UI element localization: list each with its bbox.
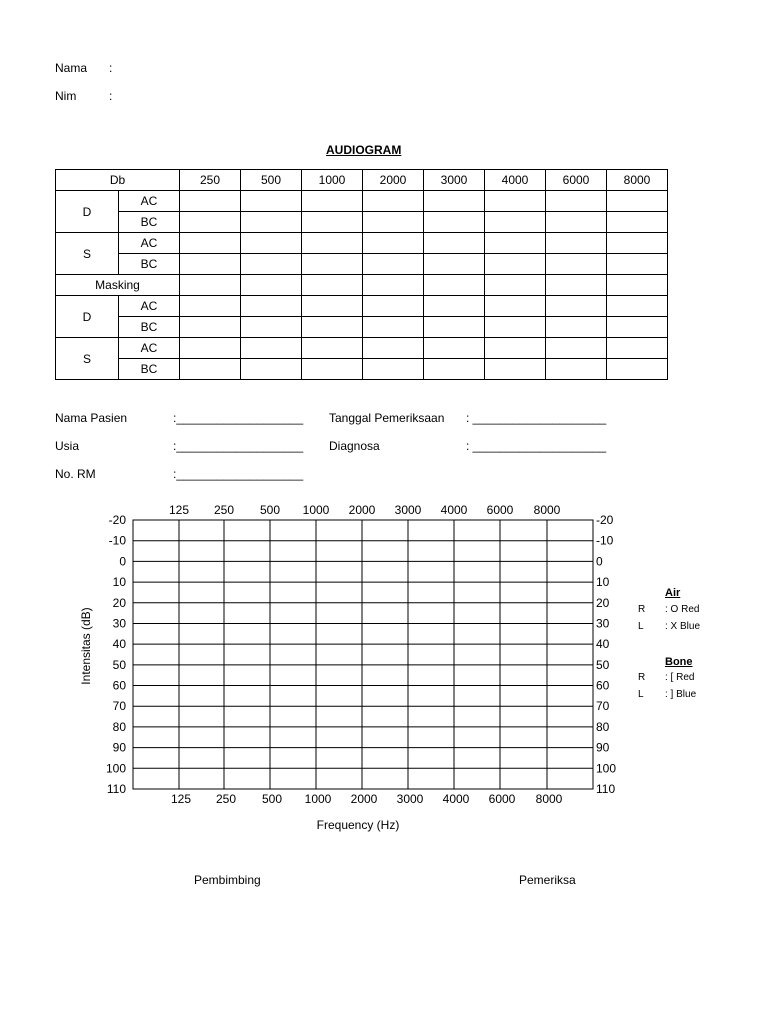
y-tick-label-left: 0 — [119, 554, 126, 569]
y-tick-label-right: 40 — [596, 637, 610, 652]
ac-label: AC — [119, 233, 180, 254]
y-tick-label-left: -10 — [108, 533, 126, 548]
freq-header: 6000 — [546, 170, 607, 191]
legend-air-title: Air — [665, 587, 681, 599]
audiogram-title: AUDIOGRAM — [326, 143, 402, 157]
nim-label: Nim — [55, 89, 77, 103]
legend-air-l-text: : X Blue — [665, 621, 701, 632]
x-tick-label-bottom: 125 — [170, 792, 192, 806]
y-tick-label-left: 10 — [112, 575, 126, 590]
freq-header: 8000 — [607, 170, 668, 191]
nama-label: Nama — [55, 61, 88, 75]
legend-air-r-side: R — [638, 604, 646, 615]
nama-pasien-field[interactable]: :___________________ — [173, 411, 304, 425]
db-header: Db — [56, 170, 180, 191]
x-tick-label-bottom: 8000 — [535, 792, 563, 806]
nama-colon: : — [109, 61, 113, 75]
bc-label: BC — [119, 212, 180, 233]
y-tick-label-right: 20 — [596, 595, 610, 610]
x-tick-label-top: 4000 — [440, 503, 468, 517]
freq-header: 3000 — [424, 170, 485, 191]
ac-label: AC — [119, 191, 180, 212]
y-tick-label-right: 60 — [596, 678, 610, 693]
x-tick-label-bottom: 6000 — [488, 792, 516, 806]
legend-bone-l-text: : ] Blue — [665, 689, 697, 700]
ac-label: AC — [119, 338, 180, 359]
y-tick-label-right: 0 — [596, 554, 603, 569]
y-tick-label-right: 50 — [596, 657, 610, 672]
x-tick-label-bottom: 2000 — [350, 792, 378, 806]
x-tick-label-top: 125 — [168, 503, 190, 517]
nama-pasien-label: Nama Pasien — [55, 411, 128, 425]
tanggal-field[interactable]: : ____________________ — [466, 411, 607, 425]
x-tick-label-bottom: 500 — [261, 792, 283, 806]
pembimbing-label: Pembimbing — [194, 873, 261, 887]
y-axis-label: Intensitas (dB) — [79, 607, 93, 685]
y-tick-label-right: 10 — [596, 575, 610, 590]
bc-label: BC — [119, 254, 180, 275]
x-tick-label-top: 2000 — [348, 503, 376, 517]
ac-label: AC — [119, 296, 180, 317]
y-tick-label-right: -10 — [596, 533, 614, 548]
y-tick-label-right: 30 — [596, 616, 610, 631]
x-tick-label-top: 6000 — [486, 503, 514, 517]
legend-bone-l-side: L — [638, 689, 644, 700]
ear-label-s: S — [56, 338, 119, 380]
x-tick-label-top: 8000 — [533, 503, 561, 517]
y-tick-label-left: 90 — [112, 740, 126, 755]
masking-label: Masking — [56, 275, 180, 296]
y-tick-label-left: 80 — [112, 719, 126, 734]
bc-label: BC — [119, 317, 180, 338]
y-tick-label-left: 100 — [105, 761, 126, 776]
y-tick-label-right: 100 — [596, 761, 617, 776]
y-tick-label-left: -20 — [108, 513, 126, 527]
y-tick-label-left: 20 — [112, 595, 126, 610]
x-tick-label-top: 250 — [213, 503, 235, 517]
diagnosa-label: Diagnosa — [329, 439, 380, 453]
no-rm-label: No. RM — [55, 467, 96, 481]
legend-air-r-text: : O Red — [665, 604, 700, 615]
x-tick-label-top: 1000 — [302, 503, 330, 517]
freq-header: 250 — [180, 170, 241, 191]
y-tick-label-right: 110 — [596, 782, 616, 796]
y-tick-label-left: 70 — [112, 699, 126, 714]
y-tick-label-left: 30 — [112, 616, 126, 631]
ear-label-d: D — [56, 296, 119, 338]
y-tick-label-left: 110 — [106, 782, 126, 796]
legend-air-l-side: L — [638, 621, 644, 632]
ear-label-d: D — [56, 191, 119, 233]
x-axis-label: Frequency (Hz) — [316, 818, 400, 832]
freq-header: 1000 — [302, 170, 363, 191]
ear-label-s: S — [56, 233, 119, 275]
usia-field[interactable]: :___________________ — [173, 439, 304, 453]
y-tick-label-right: 70 — [596, 699, 610, 714]
freq-header: 2000 — [363, 170, 424, 191]
chart-frame — [133, 520, 593, 789]
x-tick-label-bottom: 1000 — [304, 792, 332, 806]
legend-bone-title: Bone — [665, 656, 693, 668]
usia-label: Usia — [55, 439, 80, 453]
y-tick-label-right: -20 — [596, 513, 614, 527]
no-rm-field[interactable]: :___________________ — [173, 467, 304, 481]
x-tick-label-bottom: 250 — [215, 792, 237, 806]
y-tick-label-left: 40 — [112, 637, 126, 652]
x-tick-label-top: 3000 — [394, 503, 422, 517]
tanggal-label: Tanggal Pemeriksaan — [329, 411, 445, 425]
y-tick-label-left: 60 — [112, 678, 126, 693]
diagnosa-field[interactable]: : ____________________ — [466, 439, 607, 453]
y-tick-label-right: 90 — [596, 740, 610, 755]
y-tick-label-right: 80 — [596, 719, 610, 734]
legend-bone-r-side: R — [638, 672, 646, 683]
nim-colon: : — [109, 89, 113, 103]
y-tick-label-left: 50 — [112, 657, 126, 672]
pemeriksa-label: Pemeriksa — [519, 873, 576, 887]
x-tick-label-bottom: 4000 — [442, 792, 470, 806]
legend-bone-r-text: : [ Red — [665, 672, 695, 683]
x-tick-label-bottom: 3000 — [396, 792, 424, 806]
x-tick-label-top: 500 — [259, 503, 281, 517]
freq-header: 4000 — [485, 170, 546, 191]
bc-label: BC — [119, 359, 180, 380]
freq-header: 500 — [241, 170, 302, 191]
